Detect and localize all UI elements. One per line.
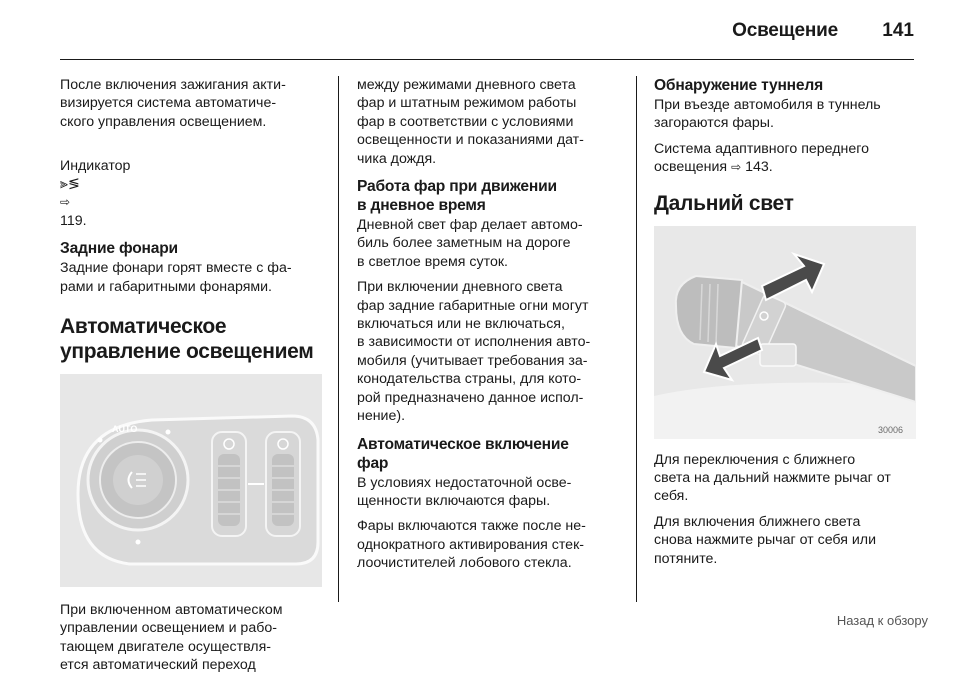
daytime-paragraph-1: Дневной свет фар делает автомо- биль более заметным на дороге в светлое время суток. [357, 217, 583, 270]
tunnel-paragraph: При въезде автомобиля в туннель загораются фары. [654, 97, 881, 132]
indicator-page-ref[interactable]: 119. [60, 212, 87, 229]
figure-code: 30006 [878, 424, 904, 435]
daytime-paragraph-2: При включении дневного света фар задние габаритные огни могут включаться или не включаться, в зависимости от исполнения авто- мобиля (учитывает требования за- конодательства страны, для кото- рой предназначено данное испол- нение). [357, 279, 591, 425]
auto-lighting-heading: Автоматическое управление освещением [60, 315, 314, 364]
rear-lights-paragraph: Задние фонари горят вместе с фа- рами и габаритными фонарями. [60, 260, 292, 295]
page-ref-arrow-icon: ⇨ [60, 195, 71, 210]
auto-headlights-paragraph-2: Фары включаются также после не- однократного активирования стек- лоочистителей лобового стекла. [357, 518, 586, 572]
indicator-label: Индикатор [60, 157, 131, 174]
column-3 [654, 76, 918, 575]
auto-knob-label: AUTO [112, 424, 138, 435]
high-beam-lever-illustration [654, 226, 916, 439]
column-divider [338, 76, 339, 602]
light-switch-illustration [60, 374, 322, 587]
auto-light-indicator-icon: ⫸≶ [60, 176, 80, 193]
column-1 [60, 76, 324, 682]
rear-lights-heading: Задние фонари [60, 240, 178, 258]
page-ref-arrow-icon: ⇨ [731, 160, 742, 175]
header-divider [60, 59, 914, 60]
auto-lighting-paragraph: При включенном автоматическом управлении освещением и рабо- тающем двигателе осуществля- ется автоматический переход [60, 602, 283, 674]
continuation-paragraph: между режимами дневного света фар и штатным режимом работы фар в соответствии с условиями освещенности и показаниями дат- чика дождя. [357, 77, 584, 167]
indicator-line [60, 138, 324, 230]
high-beam-paragraph-1: Для переключения с ближнего света на дальний нажмите рычаг от себя. [654, 451, 891, 505]
intro-paragraph: После включения зажигания акти- визируется система автоматиче- ского управления освещением. [60, 77, 286, 130]
page-number: 141 [882, 20, 914, 41]
column-divider [636, 76, 637, 602]
back-to-overview-link[interactable]: Назад к обзору [836, 613, 928, 628]
daytime-lights-heading: Работа фар при движении в дневное время [357, 178, 557, 215]
high-beam-paragraph-2: Для включения ближнего света снова нажмите рычаг от себя или потяните. [654, 513, 876, 567]
section-title: Освещение [732, 20, 838, 41]
afs-page-ref[interactable]: 143. [745, 159, 773, 176]
auto-headlights-paragraph-1: В условиях недостаточной осве- щенности включаются фары. [357, 474, 572, 509]
tunnel-detection-heading: Обнаружение туннеля [654, 77, 823, 94]
auto-headlights-heading: Автоматическое включение фар [357, 435, 569, 472]
afs-text: Система адаптивного переднего освещения [654, 140, 870, 176]
high-beam-heading: Дальний свет [654, 191, 794, 215]
column-2 [357, 76, 621, 580]
afs-paragraph [654, 140, 918, 177]
